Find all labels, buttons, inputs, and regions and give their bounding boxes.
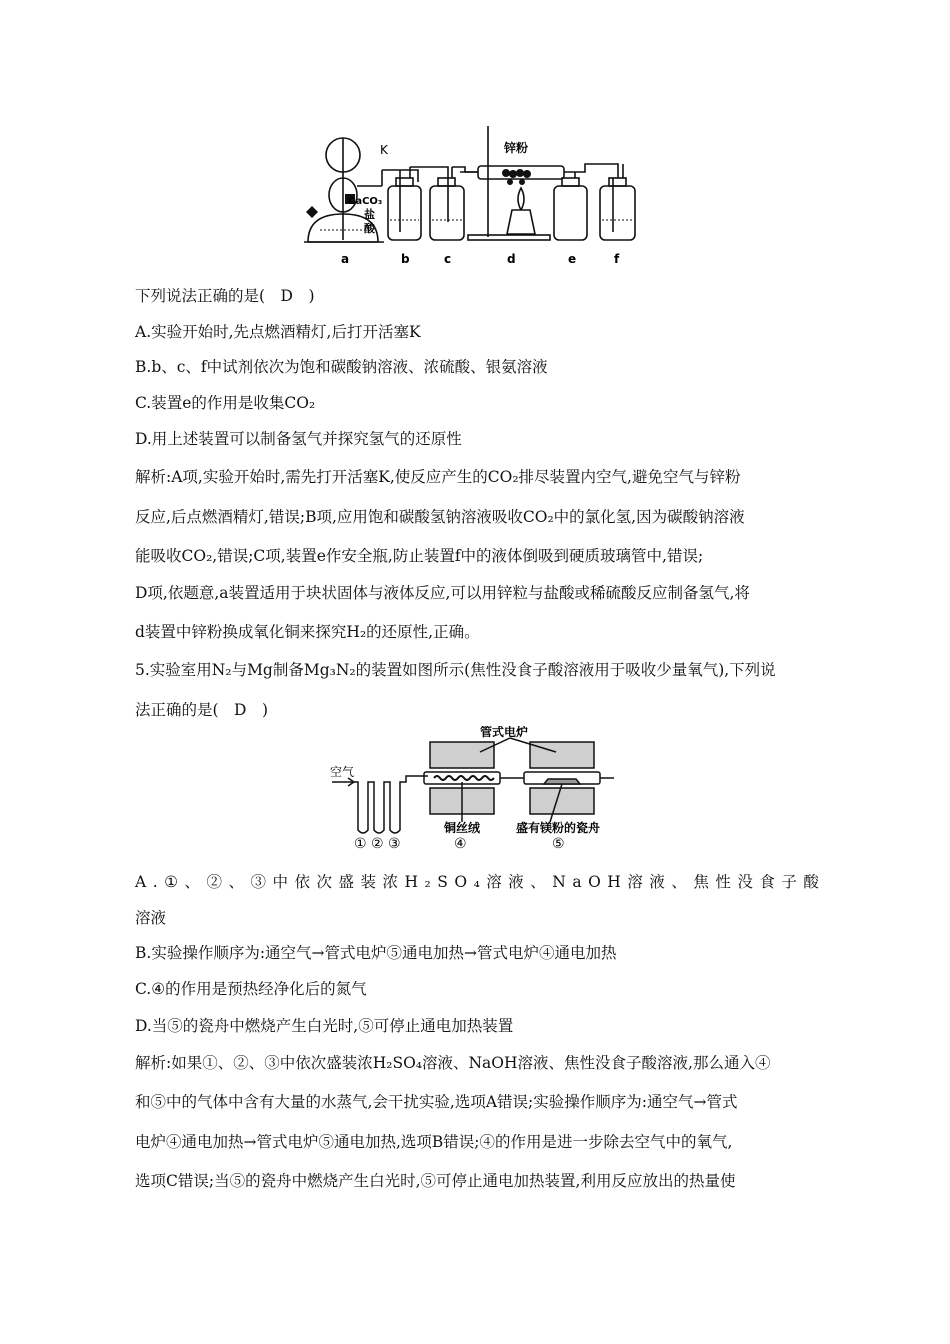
boat-label: 盛有镁粉的瓷舟	[516, 821, 601, 835]
acid-label-1: 盐	[364, 208, 375, 221]
q5-stem-line-2: 法正确的是( D )	[135, 701, 269, 719]
q5-option-a-line-1: A.①、②、③中依次盛装浓H₂SO₄溶液、NaOH溶液、焦性没食子酸	[135, 873, 826, 891]
bottle-label: ③	[388, 836, 401, 852]
q5-analysis-line: 和⑤中的气体中含有大量的水蒸气,会干扰实验,选项A错误;实验操作顺序为:通空气→管式	[135, 1093, 738, 1111]
letter-a: a	[341, 252, 350, 266]
acid-label-2: 酸	[364, 222, 375, 235]
q5-option-c: C.④的作用是预热经净化后的氮气	[135, 980, 367, 998]
q4-analysis-line: D项,依题意,a装置适用于块状固体与液体反应,可以用锌粒与盐酸或稀硫酸反应制备氢气,将	[135, 584, 750, 602]
caco3-label: CaCO₃	[348, 196, 383, 207]
bottle-label: ②	[371, 836, 384, 852]
q5-analysis-line: 解析:如果①、②、③中依次盛装浓H₂SO₄溶液、NaOH溶液、焦性没食子酸溶液,那么通入④	[135, 1054, 771, 1072]
q5-option-a-line-2: 溶液	[135, 909, 167, 927]
apparatus-figure-2	[330, 726, 620, 852]
q5-stem-line-1: 5.实验室用N₂与Mg制备Mg₃N₂的装置如图所示(焦性没食子酸溶液用于吸收少量氧气),下列说	[135, 661, 776, 679]
q4-analysis-line: 解析:A项,实验开始时,需先打开活塞K,使反应产生的CO₂排尽装置内空气,避免空气与锌粉	[135, 468, 741, 486]
bottle-label: ①	[354, 836, 367, 852]
q4-option-c: C.装置e的作用是收集CO₂	[135, 394, 316, 412]
letter-c: c	[444, 252, 452, 266]
q4-option-a: A.实验开始时,先点燃酒精灯,后打开活塞K	[135, 323, 421, 341]
apparatus-diagram-1	[300, 122, 650, 270]
air-label: 空气	[330, 765, 355, 779]
q5-analysis-line: 电炉④通电加热→管式电炉⑤通电加热,选项B错误;④的作用是进一步除去空气中的氧气,	[135, 1133, 733, 1151]
q5-option-d: D.当⑤的瓷舟中燃烧产生白光时,⑤可停止通电加热装置	[135, 1017, 514, 1035]
q4-analysis-line: 反应,后点燃酒精灯,错误;B项,应用饱和碳酸氢钠溶液吸收CO₂中的氯化氢,因为碳酸钠溶液	[135, 508, 745, 526]
letter-d: d	[507, 252, 516, 266]
zinc-label: 锌粉	[504, 141, 529, 155]
apparatus-figure-1	[300, 122, 650, 270]
letter-b: b	[401, 252, 410, 266]
q5-analysis-line: 选项C错误;当⑤的瓷舟中燃烧产生白光时,⑤可停止通电加热装置,利用反应放出的热量使	[135, 1172, 736, 1190]
q4-option-b: B.b、c、f中试剂依次为饱和碳酸钠溶液、浓硫酸、银氨溶液	[135, 358, 548, 376]
letter-f: f	[614, 252, 620, 266]
furnace-label: 管式电炉	[480, 726, 529, 739]
copper-wool-label: 铜丝绒	[444, 821, 481, 835]
apparatus-diagram-2	[330, 726, 620, 852]
letter-e: e	[568, 252, 577, 266]
q4-option-d: D.用上述装置可以制备氢气并探究氢气的还原性	[135, 430, 462, 448]
q5-option-b: B.实验操作顺序为:通空气→管式电炉⑤通电加热→管式电炉④通电加热	[135, 944, 617, 962]
q4-analysis-line: d装置中锌粉换成氧化铜来探究H₂的还原性,正确。	[135, 623, 480, 641]
furnace-5-label: ⑤	[552, 836, 565, 852]
furnace-4-label: ④	[454, 836, 467, 852]
q4-analysis-line: 能吸收CO₂,错误;C项,装置e作安全瓶,防止装置f中的液体倒吸到硬质玻璃管中,错误;	[135, 547, 704, 565]
valve-label: K	[380, 143, 388, 157]
q4-stem: 下列说法正确的是( D )	[135, 287, 315, 305]
